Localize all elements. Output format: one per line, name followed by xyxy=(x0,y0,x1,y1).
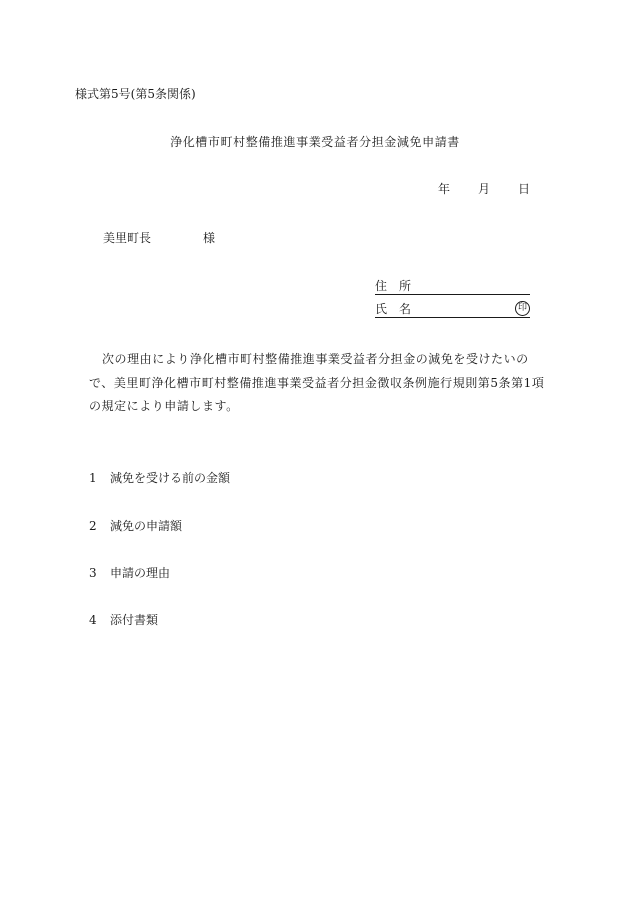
name-label-char-2: 名 xyxy=(399,302,412,316)
document-title: 浄化槽市町村整備推進事業受益者分担金減免申請書 xyxy=(170,135,460,149)
addressee-name: 美里町長 xyxy=(103,231,152,245)
item-label: 減免の申請額 xyxy=(110,519,183,533)
date-line xyxy=(438,181,530,197)
name-label-char-1: 氏 xyxy=(375,302,388,316)
list-item xyxy=(89,565,170,581)
address-label-char-1: 住 xyxy=(375,279,388,293)
item-label: 申請の理由 xyxy=(110,566,171,580)
item-label: 減免を受ける前の金額 xyxy=(110,471,231,485)
date-year: 年 xyxy=(438,182,451,196)
date-month: 月 xyxy=(478,182,491,196)
date-day: 日 xyxy=(518,182,531,196)
item-number: 1 xyxy=(89,471,97,485)
item-number: 3 xyxy=(89,566,97,580)
list-item xyxy=(89,518,182,534)
item-number: 2 xyxy=(89,519,97,533)
item-label: 添付書類 xyxy=(110,613,159,627)
addressee xyxy=(103,230,215,246)
request-body: 次の理由により浄化槽市町村整備推進事業受益者分担金の減免を受けたいので、美里町浄化槽市町村整備推進事業受益者分担金徴収条例施行規則第5条第1項の規定により申請します。 xyxy=(89,352,545,413)
list-item xyxy=(89,470,230,486)
name-field[interactable] xyxy=(375,301,530,318)
address-label-char-2: 所 xyxy=(399,279,412,293)
seal-mark-icon: 印 xyxy=(515,301,530,316)
item-number: 4 xyxy=(89,613,97,627)
list-item xyxy=(89,612,158,628)
form-number: 様式第5号(第5条関係) xyxy=(75,87,196,101)
addressee-honorific: 様 xyxy=(203,231,216,245)
address-field[interactable] xyxy=(375,278,530,295)
